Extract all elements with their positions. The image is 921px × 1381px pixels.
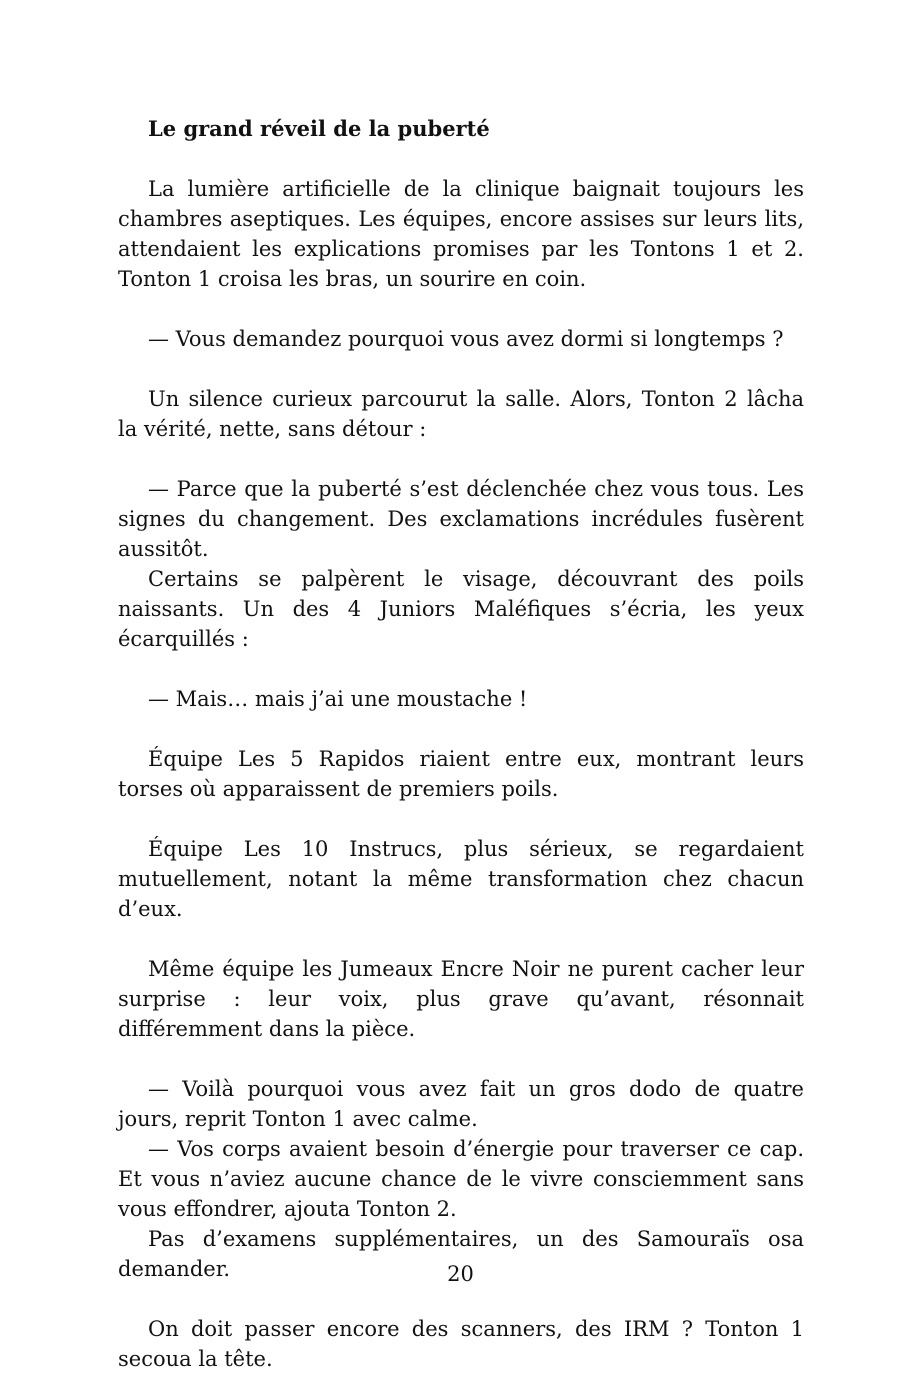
paragraph-1: La lumière artificielle de la clinique baignait toujours les chambres aseptiques. Les équipes, encore assises sur leurs lits, attendaient les explications promises par les Tontons 1 et 2. Tonton 1 croisa les bras, un sourire en coin. bbox=[118, 177, 804, 291]
document-page bbox=[118, 114, 804, 1371]
paragraph-4: — Parce que la puberté s’est déclenchée chez vous tous. Les signes du changement. Des exclamations incrédules fusèrent aussitôt. bbox=[118, 477, 804, 561]
paragraph-13: On doit passer encore des scanners, des IRM ? Tonton 1 secoua la tête. bbox=[118, 1317, 804, 1371]
paragraph-5: Certains se palpèrent le visage, découvrant des poils naissants. Un des 4 Juniors Maléfiques s’écria, les yeux écarquillés : bbox=[118, 567, 804, 651]
page-number: 20 bbox=[447, 1262, 474, 1286]
paragraph-10: — Voilà pourquoi vous avez fait un gros dodo de quatre jours, reprit Tonton 1 avec calme. bbox=[118, 1077, 804, 1131]
paragraph-12: Pas d’examens supplémentaires, un des Samouraïs osa demander. bbox=[118, 1227, 804, 1281]
paragraph-9: Même équipe les Jumeaux Encre Noir ne purent cacher leur surprise : leur voix, plus grave qu’avant, résonnait différemment dans la pièce. bbox=[118, 957, 804, 1041]
paragraph-7: Équipe Les 5 Rapidos riaient entre eux, montrant leurs torses où apparaissent de premiers poils. bbox=[118, 747, 804, 801]
paragraph-6: — Mais… mais j’ai une moustache ! bbox=[148, 687, 528, 711]
paragraph-11: — Vos corps avaient besoin d’énergie pour traverser ce cap. Et vous n’aviez aucune chance de le vivre consciemment sans vous effondrer, ajouta Tonton 2. bbox=[118, 1137, 804, 1221]
paragraph-3: Un silence curieux parcourut la salle. Alors, Tonton 2 lâcha la vérité, nette, sans détour : bbox=[118, 387, 804, 441]
paragraph-2: — Vous demandez pourquoi vous avez dormi si longtemps ? bbox=[148, 327, 784, 351]
paragraph-8: Équipe Les 10 Instrucs, plus sérieux, se regardaient mutuellement, notant la même transformation chez chacun d’eux. bbox=[118, 837, 804, 921]
chapter-title: Le grand réveil de la puberté bbox=[148, 116, 490, 141]
